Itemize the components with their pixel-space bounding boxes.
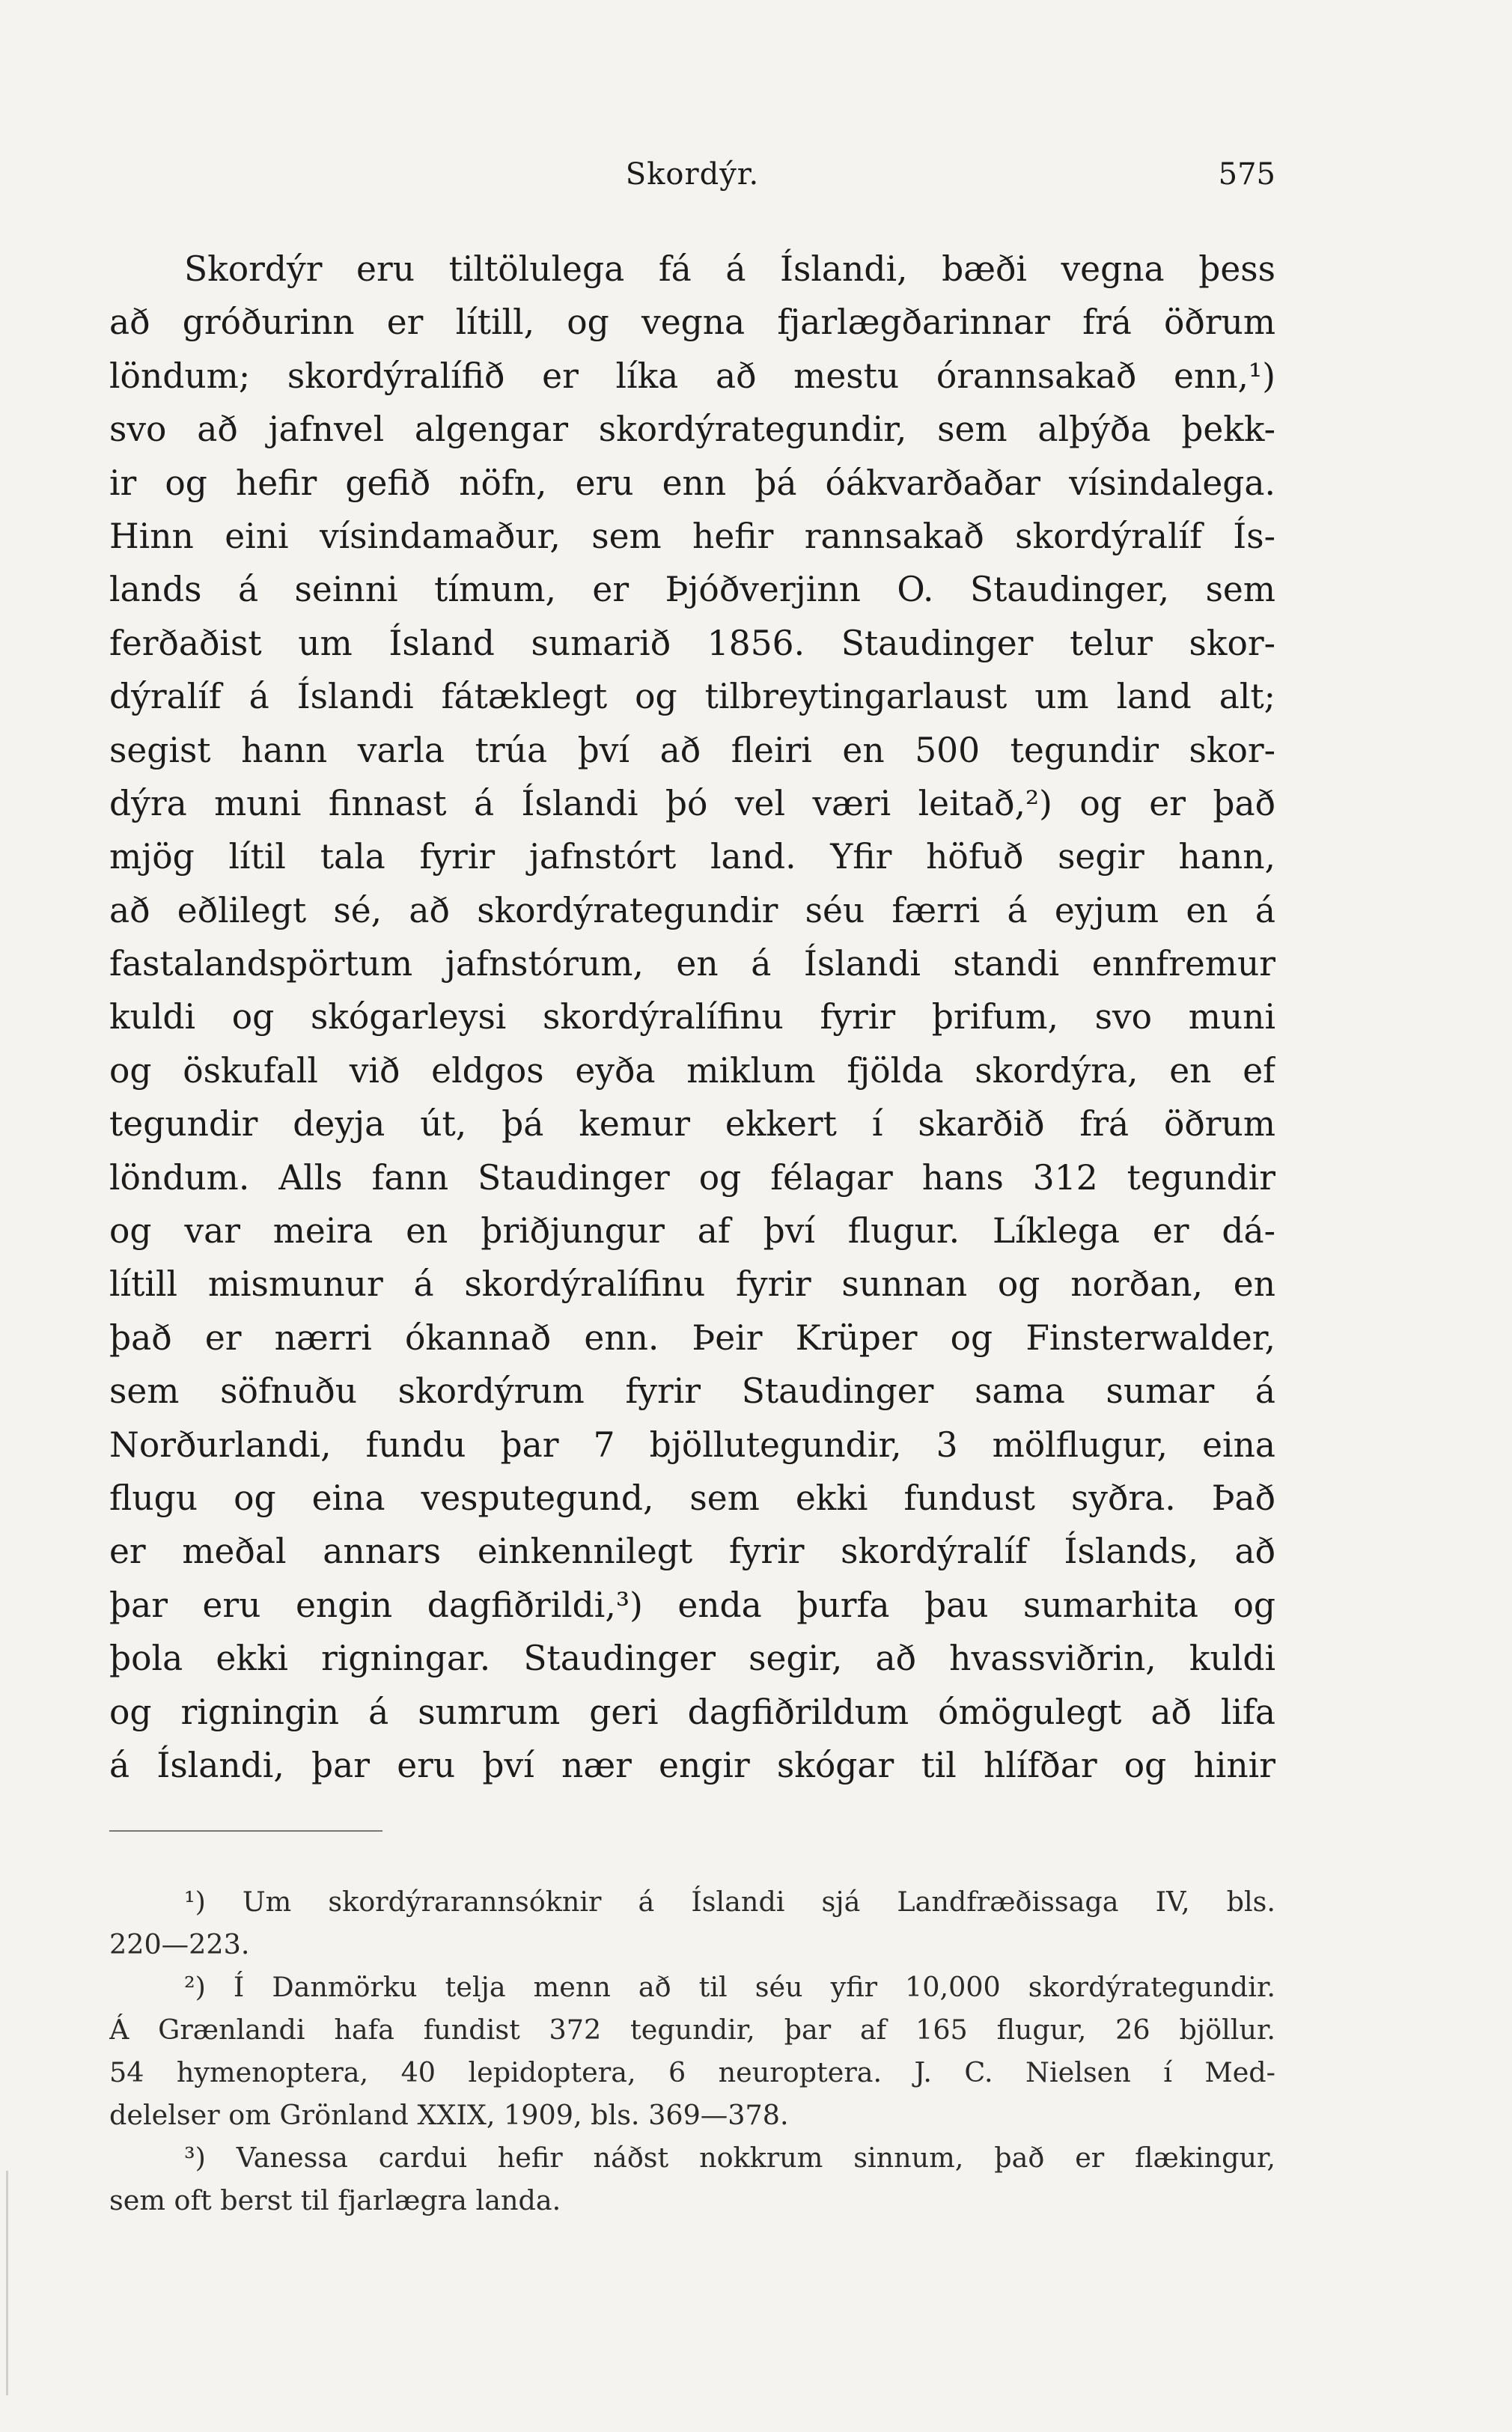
body-line: löndum; skordýralífið er líka að mestu órannsakað enn,¹): [109, 356, 1275, 396]
body-line: og rigningin á sumrum geri dagfiðrildum ómögulegt að lifa: [109, 1692, 1275, 1732]
body-line: sem söfnuðu skordýrum fyrir Staudinger sama sumar á: [109, 1371, 1275, 1412]
body-line: þar eru engin dagfiðrildi,³) enda þurfa þau sumarhita og: [109, 1585, 1275, 1625]
body-line: ir og hefir gefið nöfn, eru enn þá óákvarðaðar vísindalega.: [109, 463, 1275, 503]
footnote-divider: [109, 1830, 382, 1832]
page-number: 575: [1218, 157, 1275, 192]
body-line: á Íslandi, þar eru því nær engir skógar til hlífðar og hinir: [109, 1745, 1275, 1785]
running-title: Skordýr.: [625, 157, 760, 192]
body-line: ferðaðist um Ísland sumarið 1856. Staudinger telur skor-: [109, 623, 1275, 663]
body-line: flugu og eina vesputegund, sem ekki fundust syðra. Það: [109, 1478, 1275, 1518]
body-line: að eðlilegt sé, að skordýrategundir séu færri á eyjum en á: [109, 890, 1275, 930]
footnote-2-line: 54 hymenoptera, 40 lepidoptera, 6 neuroptera. J. C. Nielsen í Med-: [109, 2056, 1275, 2088]
body-line: Norðurlandi, fundu þar 7 bjöllutegundir, 3 mölflugur, eina: [109, 1424, 1275, 1465]
body-line: þola ekki rigningar. Staudinger segir, að hvassviðrin, kuldi: [109, 1639, 1275, 1679]
footnote-1-line: ¹) Um skordýrarannsóknir á Íslandi sjá Landfræðissaga IV, bls.: [184, 1886, 1275, 1918]
footnotes: [109, 1880, 1275, 2222]
body-line: er meðal annars einkennilegt fyrir skordýralíf Íslands, að: [109, 1532, 1275, 1572]
body-line: að gróðurinn er lítill, og vegna fjarlægðarinnar frá öðrum: [109, 302, 1275, 343]
footnote-2-line: ²) Í Danmörku telja menn að til séu yfir 10,000 skordýrategundir.: [184, 1971, 1275, 2003]
footnote-2-line: delelser om Grönland XXIX, 1909, bls. 369—378.: [109, 2099, 789, 2131]
running-head: [109, 157, 1275, 202]
body-line: löndum. Alls fann Staudinger og félagar hans 312 tegundir: [109, 1157, 1275, 1198]
footnote-2-line: Á Grænlandi hafa fundist 372 tegundir, þar af 165 flugur, 26 bjöllur.: [109, 2014, 1275, 2046]
body-line: og var meira en þriðjungur af því flugur. Líklega er dá-: [109, 1211, 1275, 1252]
body-line: svo að jafnvel algengar skordýrategundir, sem alþýða þekk-: [109, 409, 1275, 450]
body-line: mjög lítil tala fyrir jafnstórt land. Yfir höfuð segir hann,: [109, 837, 1275, 877]
body-line: það er nærri ókannað enn. Þeir Krüper og Finsterwalder,: [109, 1317, 1275, 1358]
body-line: Hinn eini vísindamaður, sem hefir rannsakað skordýralíf Ís-: [109, 516, 1275, 556]
body-line: fastalandspörtum jafnstórum, en á Íslandi standi ennfremur: [109, 944, 1275, 984]
body-line: Skordýr eru tiltölulega fá á Íslandi, bæði vegna þess: [184, 249, 1275, 289]
body-line: lítill mismunur á skordýralífinu fyrir sunnan og norðan, en: [109, 1264, 1275, 1305]
body-line: kuldi og skógarleysi skordýralífinu fyrir þrifum, svo muni: [109, 997, 1275, 1037]
footnote-1-line: 220—223.: [109, 1928, 250, 1960]
body-line: dýra muni finnast á Íslandi þó vel væri leitað,²) og er það: [109, 783, 1275, 823]
body-line: lands á seinni tímum, er Þjóðverjinn O. Staudinger, sem: [109, 570, 1275, 610]
body-line: og öskufall við eldgos eyða miklum fjölda skordýra, en ef: [109, 1050, 1275, 1091]
footnote-3-line: ³) Vanessa cardui hefir náðst nokkrum sinnum, það er flækingur,: [184, 2142, 1275, 2174]
scan-edge-mark: [6, 2171, 8, 2395]
body-line: tegundir deyja út, þá kemur ekkert í skarðið frá öðrum: [109, 1104, 1275, 1145]
body-text: [109, 243, 1275, 1792]
body-line: segist hann varla trúa því að fleiri en 500 tegundir skor-: [109, 730, 1275, 770]
footnote-3-line: sem oft berst til fjarlægra landa.: [109, 2184, 561, 2216]
body-line: dýralíf á Íslandi fátæklegt og tilbreytingarlaust um land alt;: [109, 677, 1275, 717]
